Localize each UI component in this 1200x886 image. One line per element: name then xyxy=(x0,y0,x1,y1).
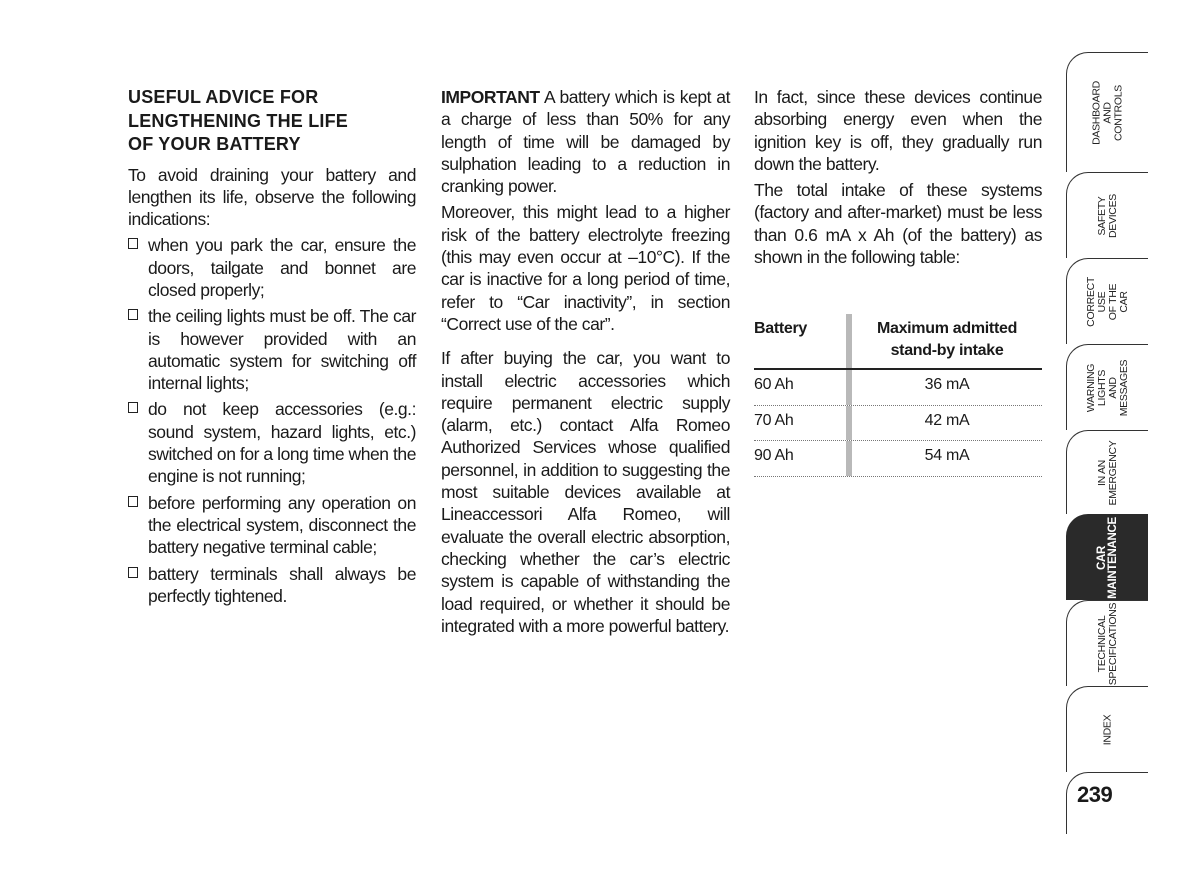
tab-label: SAFETY DEVICES xyxy=(1095,193,1119,238)
important-label: IMPORTANT xyxy=(441,87,540,107)
heading-line: LENGTHENING THE LIFE xyxy=(128,110,348,131)
important-text: A battery which is kept at a charge of less than 50% for any length of time will be damaged by sulphation leading to a reduction in cranking power. xyxy=(441,87,730,197)
bullet-text: when you park the car, ensure the doors, tailgate and bonnet are closed properly; xyxy=(148,235,416,300)
bullet-text: battery terminals shall always be perfectly tightened. xyxy=(148,563,416,606)
tab-label: TECHNICAL SPECIFICATIONS xyxy=(1095,602,1119,685)
cell-intake: 54 mA xyxy=(924,447,970,464)
table-row xyxy=(754,370,1042,406)
cell-battery: 60 Ah xyxy=(754,376,794,393)
paragraph: Moreover, this might lead to a higher risk of the battery electrolyte freezing (this may even occur at –10°C). If the car is inactive for a long period of time, refer to “Car inactivity”, in section “Correct use of the car”. xyxy=(441,202,730,334)
cell-intake: 42 mA xyxy=(924,411,970,429)
bullet-item xyxy=(128,305,416,394)
header-intake-line: stand-by intake xyxy=(890,342,1004,359)
paragraph: In fact, since these devices continue absorbing energy even when the ignition key is off, they gradually run down the battery. xyxy=(754,87,1042,174)
tab-label: IN AN EMERGENCY xyxy=(1095,440,1119,505)
tab-warning-lights[interactable] xyxy=(1066,344,1148,430)
table-row xyxy=(754,406,1042,442)
cell-battery: 90 Ah xyxy=(754,447,794,464)
column-left xyxy=(128,86,416,611)
heading-line: OF YOUR BATTERY xyxy=(128,134,301,154)
checkbox-bullet-icon xyxy=(128,567,138,578)
paragraph: The total intake of these systems (factory and after-market) must be less than 0.6 mA x Ah (of the battery) as shown in the following table: xyxy=(754,180,1042,268)
checkbox-bullet-icon xyxy=(128,309,138,320)
checkbox-bullet-icon xyxy=(128,238,138,249)
tab-correct-use[interactable] xyxy=(1066,258,1148,344)
column-middle xyxy=(441,86,730,641)
column-right xyxy=(754,86,1042,272)
intro-paragraph: To avoid draining your battery and lengthen its life, observe the following indications: xyxy=(128,164,416,230)
bullet-item xyxy=(128,492,416,559)
important-paragraph xyxy=(441,86,730,197)
header-intake-line: Maximum admitted xyxy=(876,320,1018,337)
section-heading xyxy=(128,86,416,157)
page-number: 239 xyxy=(1077,782,1113,807)
heading-line: USEFUL ADVICE FOR xyxy=(128,87,319,107)
tab-label: DASHBOARD AND CONTROLS xyxy=(1090,80,1124,145)
bullet-text: before performing any operation on the electrical system, disconnect the battery negative terminal cable; xyxy=(148,492,416,558)
checkbox-bullet-icon xyxy=(128,402,138,413)
header-battery: Battery xyxy=(754,320,808,337)
cell-intake: 36 mA xyxy=(924,376,970,393)
checkbox-bullet-icon xyxy=(128,496,138,507)
bullet-item xyxy=(128,234,416,301)
tab-safety-devices[interactable] xyxy=(1066,172,1148,258)
header-intake xyxy=(852,314,1042,368)
tab-index[interactable] xyxy=(1066,686,1148,772)
bullet-item xyxy=(128,563,416,608)
tab-label: INDEX xyxy=(1101,714,1113,745)
tab-emergency[interactable] xyxy=(1066,430,1148,514)
cell-battery: 70 Ah xyxy=(754,411,794,429)
tab-car-maintenance[interactable] xyxy=(1066,514,1148,600)
standby-intake-table xyxy=(754,314,1042,477)
tab-dashboard-and-controls[interactable] xyxy=(1066,52,1148,172)
bullet-text: do not keep accessories (e.g.: sound system, hazard lights, etc.) switched on for a long time when the engine is not running; xyxy=(148,399,416,487)
bullet-item xyxy=(128,398,416,487)
bullet-text: the ceiling lights must be off. The car is however provided with an automatic system for switching off internal lights; xyxy=(148,306,416,394)
table-row xyxy=(754,441,1042,477)
tab-label: CORRECT USE OF THE CAR xyxy=(1084,276,1130,327)
table-header xyxy=(754,314,1042,370)
tab-label: WARNING LIGHTS AND MESSAGES xyxy=(1084,359,1130,416)
paragraph: If after buying the car, you want to install electric accessories which require permanent electric supply (alarm, etc.) contact Alfa Romeo Authorized Services whose qualified personnel, in addition to suggesting the most suitable devices available at Lineaccessori Alfa Romeo, will evaluate the overall electric absorption, checking whether the car’s electric system is capable of withstanding the load required, or whether it should be integrated with a more powerful battery. xyxy=(441,348,730,636)
tab-technical-specifications[interactable] xyxy=(1066,600,1148,686)
tab-label: CAR MAINTENANCE xyxy=(1095,516,1119,599)
section-tabs xyxy=(1066,52,1150,832)
